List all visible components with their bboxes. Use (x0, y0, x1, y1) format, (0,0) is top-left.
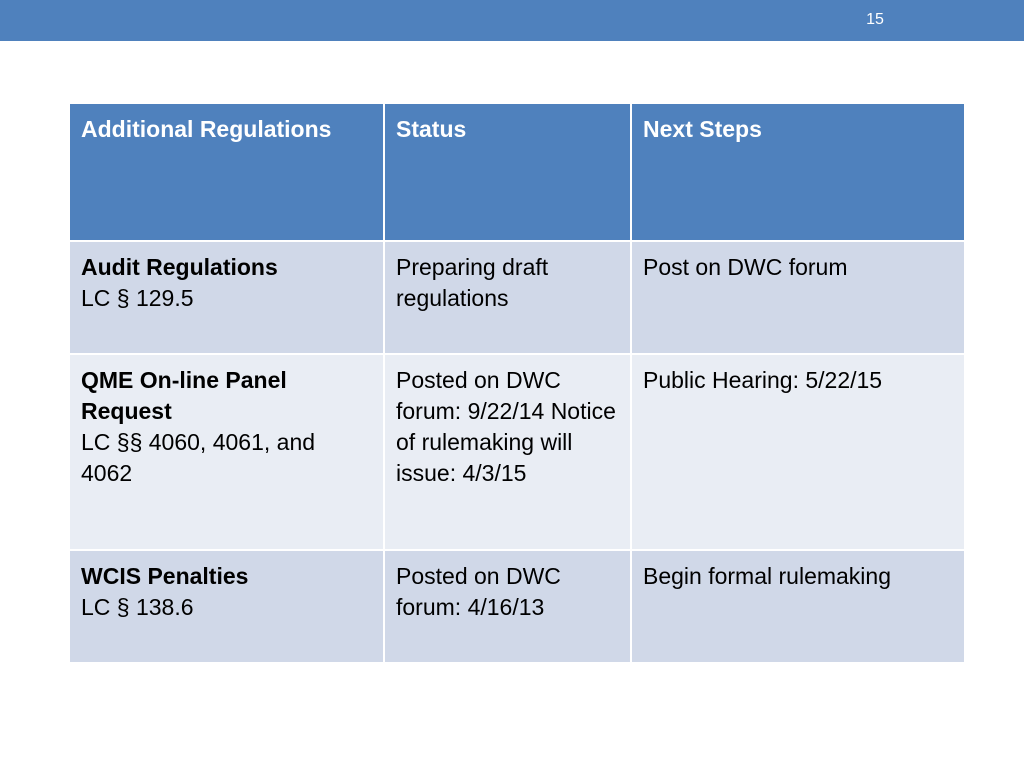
status-cell: Posted on DWC forum: 4/16/13 (384, 550, 631, 663)
next-steps-cell: Post on DWC forum (631, 241, 965, 354)
table-row (69, 354, 965, 550)
table-header-row (69, 103, 965, 241)
regulation-code: LC §§ 4060, 4061, and 4062 (81, 429, 316, 486)
status-cell: Posted on DWC forum: 9/22/14 Notice of rulemaking will issue: 4/3/15 (384, 354, 631, 550)
regulation-code: LC § 138.6 (81, 594, 194, 620)
top-banner (0, 0, 1024, 41)
regulation-cell (69, 550, 384, 663)
regulations-table (68, 102, 966, 664)
column-header-next-steps: Next Steps (631, 103, 965, 241)
column-header-status: Status (384, 103, 631, 241)
column-header-additional-regulations: Additional Regulations (69, 103, 384, 241)
regulation-name: WCIS Penalties (81, 563, 249, 589)
regulation-name: QME On-line Panel Request (81, 367, 287, 424)
table-row (69, 550, 965, 663)
next-steps-cell: Public Hearing: 5/22/15 (631, 354, 965, 550)
regulation-cell (69, 241, 384, 354)
table-row (69, 241, 965, 354)
page-number: 15 (866, 11, 884, 28)
regulation-name: Audit Regulations (81, 254, 278, 280)
regulation-code: LC § 129.5 (81, 285, 194, 311)
next-steps-cell: Begin formal rulemaking (631, 550, 965, 663)
regulation-cell (69, 354, 384, 550)
status-cell: Preparing draft regulations (384, 241, 631, 354)
